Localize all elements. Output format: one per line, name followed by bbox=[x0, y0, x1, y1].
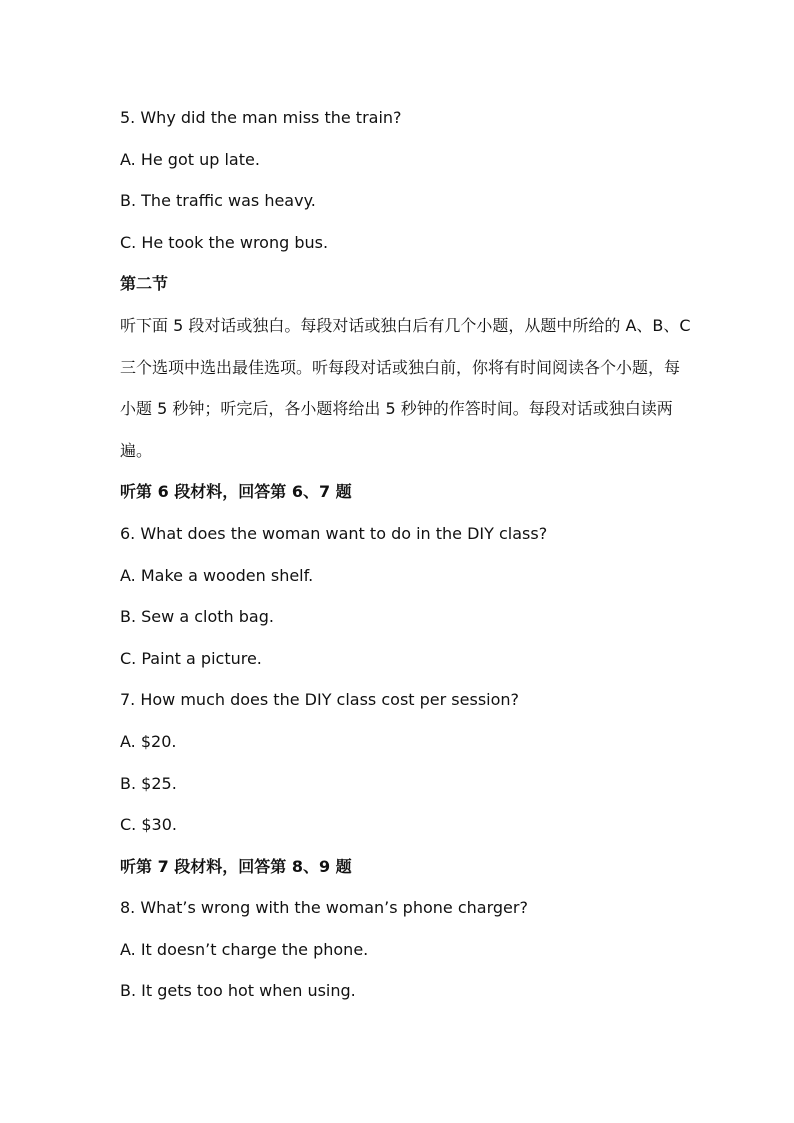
section-2-instructions-line-4: 遍。 bbox=[120, 440, 153, 460]
question-7-option-c: C. $30. bbox=[120, 815, 177, 835]
question-5-option-a: A. He got up late. bbox=[120, 149, 260, 169]
section-2-instructions-line-1: 听下面 5 段对话或独白。每段对话或独白后有几个小题，从题中所给的 A、B、C bbox=[120, 315, 691, 335]
question-8-stem: 8. What’s wrong with the woman’s phone charger? bbox=[120, 898, 528, 918]
question-5-option-c: C. He took the wrong bus. bbox=[120, 232, 329, 252]
question-8-option-b: B. It gets too hot when using. bbox=[120, 981, 356, 1001]
material-6-heading: 听第 6 段材料，回答第 6、7 题 bbox=[120, 482, 352, 502]
document-content bbox=[120, 104, 700, 1019]
section-2-instructions-line-2: 三个选项中选出最佳选项。听每段对话或独白前，你将有时间阅读各个小题，每 bbox=[120, 357, 681, 377]
question-7-option-b: B. $25. bbox=[120, 773, 177, 793]
question-6-option-a: A. Make a wooden shelf. bbox=[120, 565, 314, 585]
question-6-option-c: C. Paint a picture. bbox=[120, 648, 262, 668]
question-8-option-a: A. It doesn’t charge the phone. bbox=[120, 939, 369, 959]
question-6-option-b: B. Sew a cloth bag. bbox=[120, 607, 274, 627]
section-2-instructions-line-3: 小题 5 秒钟；听完后，各小题将给出 5 秒钟的作答时间。每段对话或独白读两 bbox=[120, 399, 673, 419]
material-7-heading: 听第 7 段材料，回答第 8、9 题 bbox=[120, 856, 352, 876]
question-7-option-a: A. $20. bbox=[120, 731, 177, 751]
question-7-stem: 7. How much does the DIY class cost per session? bbox=[120, 690, 520, 710]
question-5-option-b: B. The traffic was heavy. bbox=[120, 191, 316, 211]
question-6-stem: 6. What does the woman want to do in the DIY class? bbox=[120, 523, 548, 543]
question-5-stem: 5. Why did the man miss the train? bbox=[120, 108, 402, 127]
section-2-title: 第二节 bbox=[120, 274, 169, 294]
